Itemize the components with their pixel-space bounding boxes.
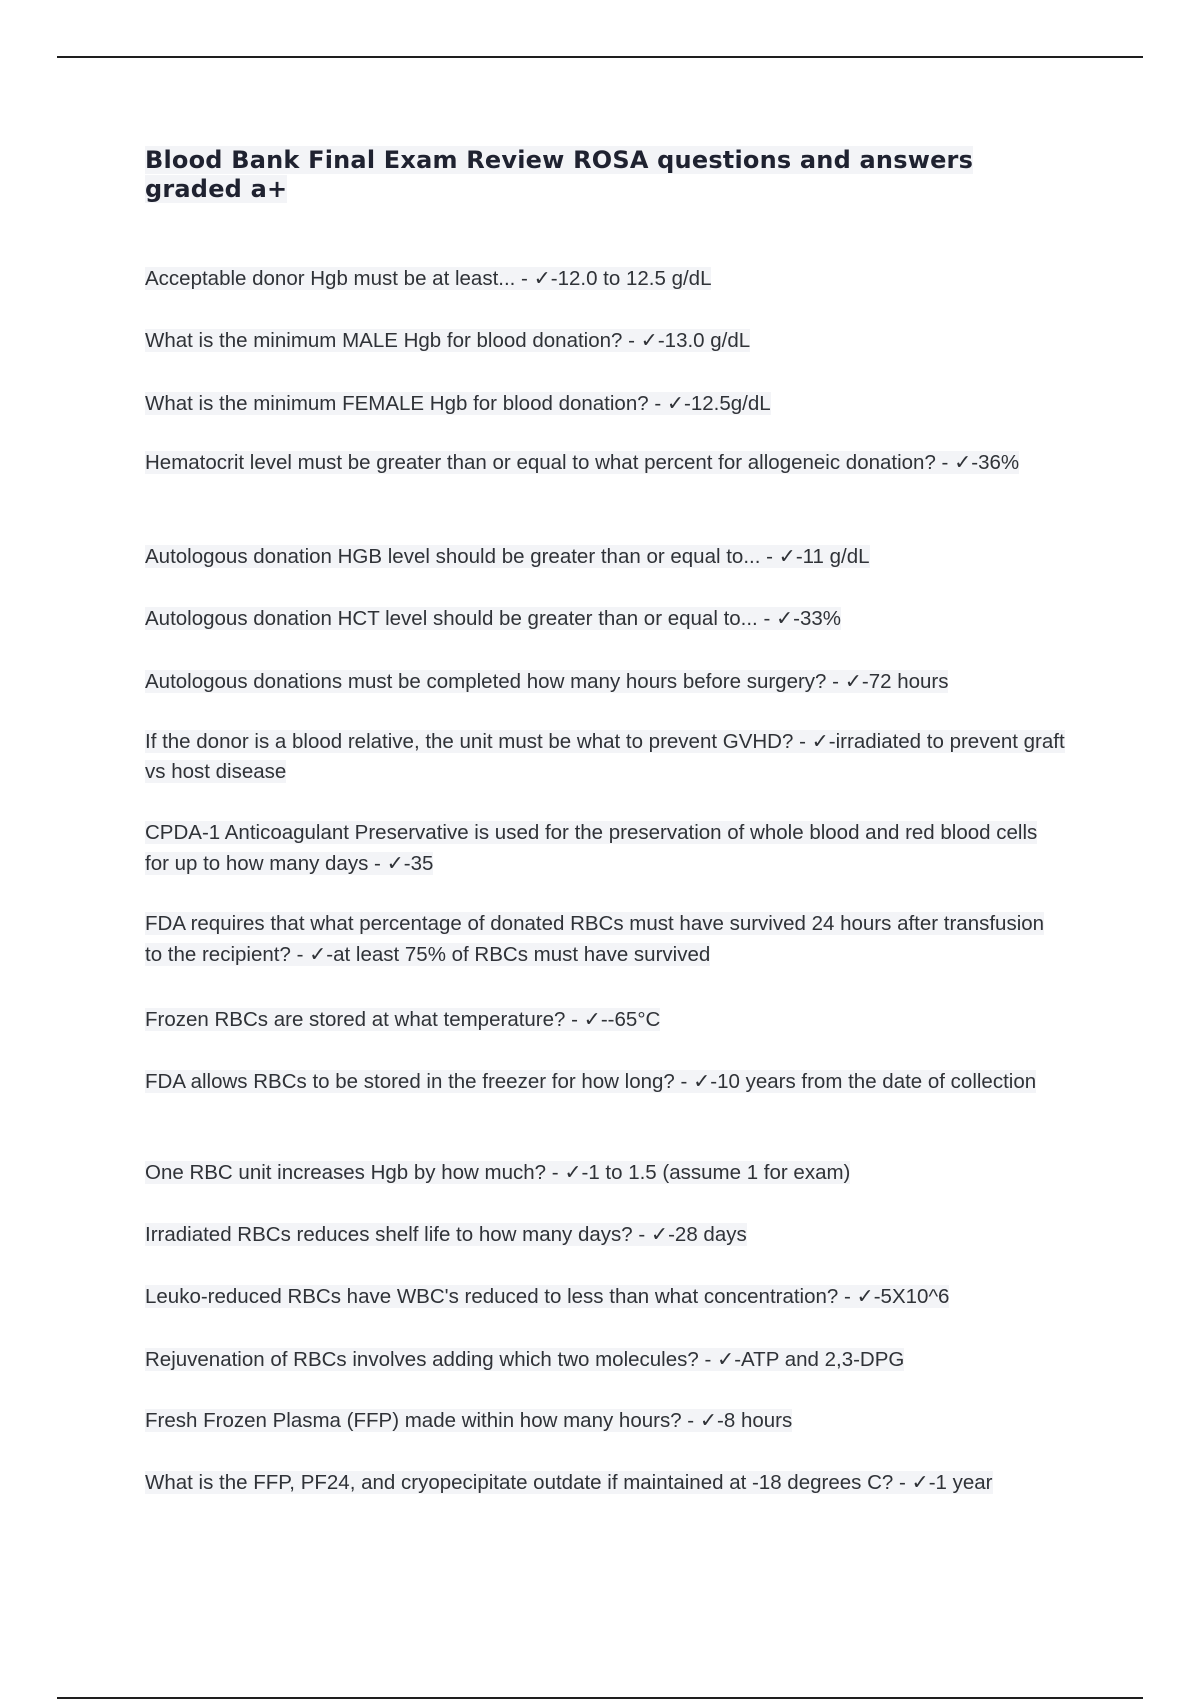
answer-text: -72 hours (861, 670, 949, 693)
qa-item (145, 1157, 1065, 1188)
answer-text: -12.5g/dL (684, 392, 771, 415)
answer-text: -28 days (668, 1223, 747, 1246)
qa-item (145, 818, 1065, 879)
document-title (145, 146, 1065, 204)
bottom-rule (57, 1697, 1143, 1699)
question-text: Hematocrit level must be greater than or equal to what percent for allogeneic donation? - (145, 451, 955, 474)
qa-item (145, 541, 1065, 572)
qa-item (145, 388, 1065, 419)
qa-item (145, 1004, 1065, 1035)
answer-text: -8 hours (717, 1409, 793, 1432)
check-icon: ✓ (844, 669, 862, 693)
check-icon: ✓ (693, 1069, 711, 1093)
answer-text: -1 to 1.5 (assume 1 for exam) (581, 1161, 851, 1184)
qa-item (145, 263, 1065, 294)
question-text: Fresh Frozen Plasma (FFP) made within how many hours? - (145, 1409, 700, 1432)
check-icon: ✓ (911, 1470, 929, 1494)
check-icon: ✓ (583, 1007, 601, 1031)
question-text: FDA requires that what percentage of donated RBCs must have survived 24 hours after transfusion to the recipient? - (145, 912, 1045, 966)
check-icon: ✓ (954, 450, 972, 474)
check-icon: ✓ (309, 942, 327, 966)
answer-text: -irradiated to prevent graft vs host disease (145, 730, 1065, 783)
question-text: Autologous donations must be completed how many hours before surgery? - (145, 670, 845, 693)
answer-text: -1 year (928, 1471, 993, 1494)
qa-item (145, 666, 1065, 697)
answer-text: -12.0 to 12.5 g/dL (550, 267, 712, 290)
check-icon: ✓ (775, 606, 794, 630)
answer-text: -ATP and 2,3-DPG (734, 1348, 905, 1371)
question-text: What is the minimum MALE Hgb for blood donation? - (145, 329, 641, 352)
answer-text: -33% (793, 607, 842, 630)
qa-item (145, 603, 1065, 634)
answer-text: -11 g/dL (795, 545, 870, 568)
answer-text: -5X10^6 (873, 1285, 950, 1308)
check-icon: ✓ (717, 1347, 735, 1371)
question-text: FDA allows RBCs to be stored in the freezer for how long? - (145, 1070, 694, 1093)
qa-item (145, 1344, 1065, 1375)
qa-item (145, 1066, 1065, 1097)
question-text: Autologous donation HGB level should be greater than or equal to... - (145, 545, 779, 568)
check-icon: ✓ (564, 1160, 582, 1184)
check-icon: ✓ (778, 544, 796, 568)
question-text: If the donor is a blood relative, the unit must be what to prevent GVHD? - (145, 730, 812, 753)
check-icon: ✓ (640, 328, 658, 352)
qa-item (145, 1467, 1065, 1498)
answer-text: -35 (403, 852, 434, 875)
qa-item (145, 1281, 1065, 1312)
qa-item (145, 447, 1065, 478)
check-icon: ✓ (811, 729, 829, 753)
question-text: Acceptable donor Hgb must be at least... - (145, 267, 534, 290)
question-text: Autologous donation HCT level should be greater than or equal to... - (145, 607, 776, 630)
answer-text: --65°C (600, 1008, 661, 1031)
check-icon: ✓ (386, 851, 404, 875)
qa-item (145, 1405, 1065, 1436)
answer-text: -at least 75% of RBCs must have survived (326, 943, 711, 966)
question-text: Irradiated RBCs reduces shelf life to how many days? - (145, 1223, 651, 1246)
check-icon: ✓ (650, 1222, 669, 1246)
question-text: Rejuvenation of RBCs involves adding which two molecules? - (145, 1348, 718, 1371)
question-text: Frozen RBCs are stored at what temperature? - (145, 1008, 584, 1031)
answer-text: -13.0 g/dL (657, 329, 751, 352)
question-text: One RBC unit increases Hgb by how much? - (145, 1161, 565, 1184)
answer-text: -10 years from the date of collection (710, 1070, 1037, 1093)
top-rule (57, 56, 1143, 58)
qa-item (145, 909, 1065, 970)
check-icon: ✓ (856, 1284, 874, 1308)
question-text: CPDA-1 Anticoagulant Preservative is used for the preservation of whole blood and red blood cells for up to how many days - (145, 821, 1038, 875)
qa-item (145, 726, 1065, 787)
check-icon: ✓ (533, 266, 551, 290)
document-title-text: Blood Bank Final Exam Review ROSA questions and answers graded a+ (145, 146, 974, 203)
question-text: Leuko-reduced RBCs have WBC's reduced to less than what concentration? - (145, 1285, 857, 1308)
check-icon: ✓ (699, 1408, 718, 1432)
qa-item (145, 1219, 1065, 1250)
question-text: What is the FFP, PF24, and cryopecipitate outdate if maintained at -18 degrees C? - (145, 1471, 912, 1494)
question-text: What is the minimum FEMALE Hgb for blood donation? - (145, 392, 667, 415)
answer-text: -36% (971, 451, 1020, 474)
check-icon: ✓ (666, 391, 685, 415)
qa-item (145, 325, 1065, 356)
